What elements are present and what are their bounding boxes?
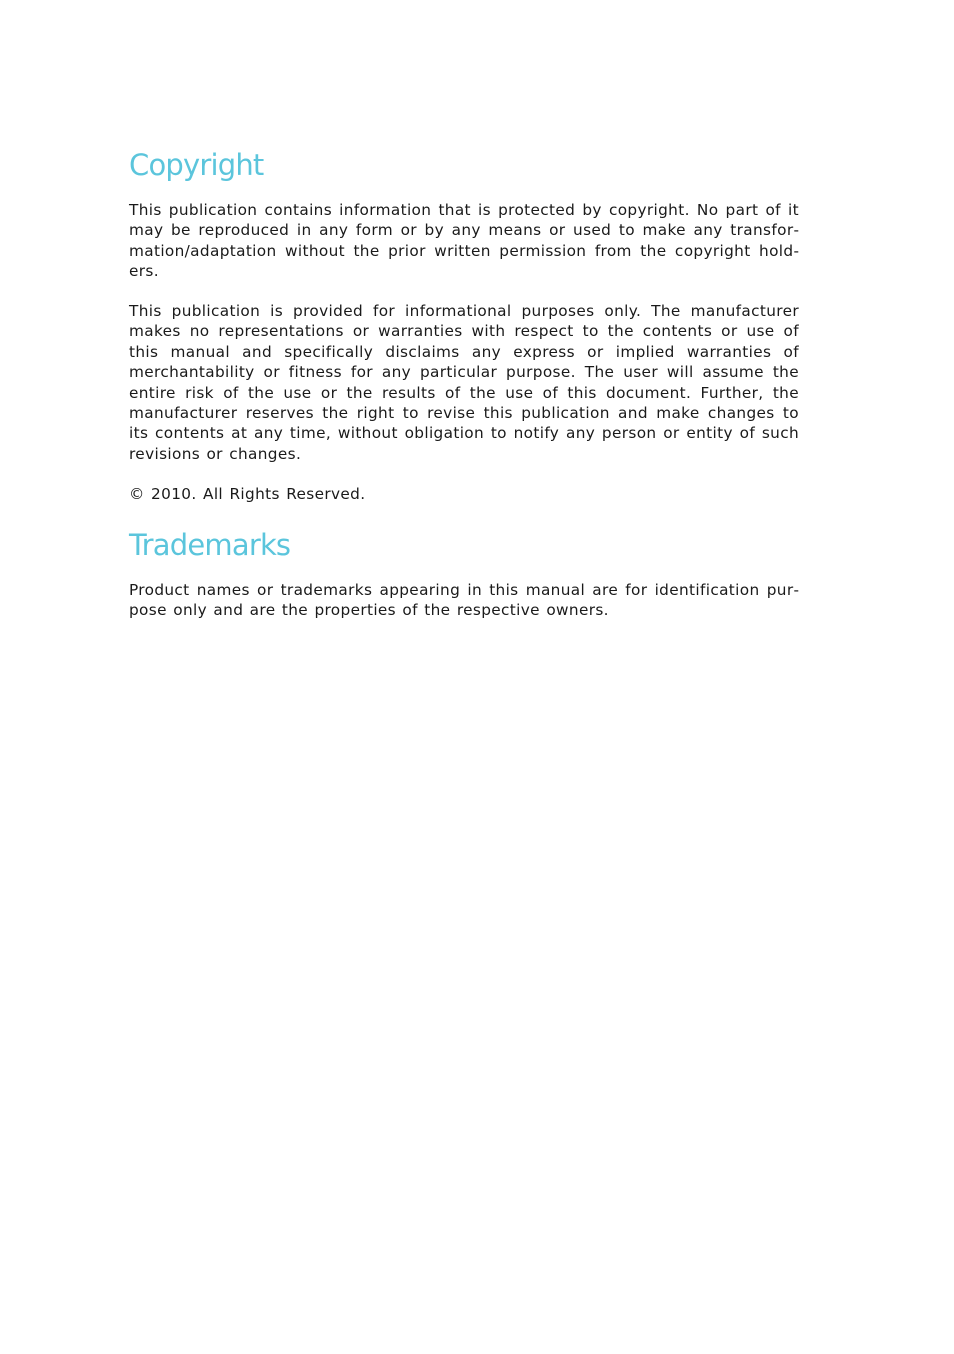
copyright-heading: Copyright [129, 148, 264, 182]
disclaimer-paragraph: This publication is provided for informational purposes only. The manufacturer makes no representations or warranties with respect to the contents or use of this manual and specifically disclaims any express or implied warranties of merchantability or fitness for any particular purpose. The user will assume the entire risk of the use or the results of the use of this document. Further, the manufacturer reserves the right to revise this publication and make changes to its contents at any time, without obligation to notify any person or entity of such revisions or changes. [129, 302, 799, 463]
trademarks-paragraph: Product names or trademarks appearing in this manual are for identification purpose only and are the properties of the respective owners. [129, 581, 799, 620]
rights-reserved-line: © 2010. All Rights Reserved. [129, 485, 366, 503]
trademarks-heading: Trademarks [129, 528, 291, 562]
copyright-paragraph: This publication contains information that is protected by copyright. No part of it may be reproduced in any form or by any means or used to make any transformation/adaptation without the prior written permission from the copyright holders. [129, 201, 799, 281]
